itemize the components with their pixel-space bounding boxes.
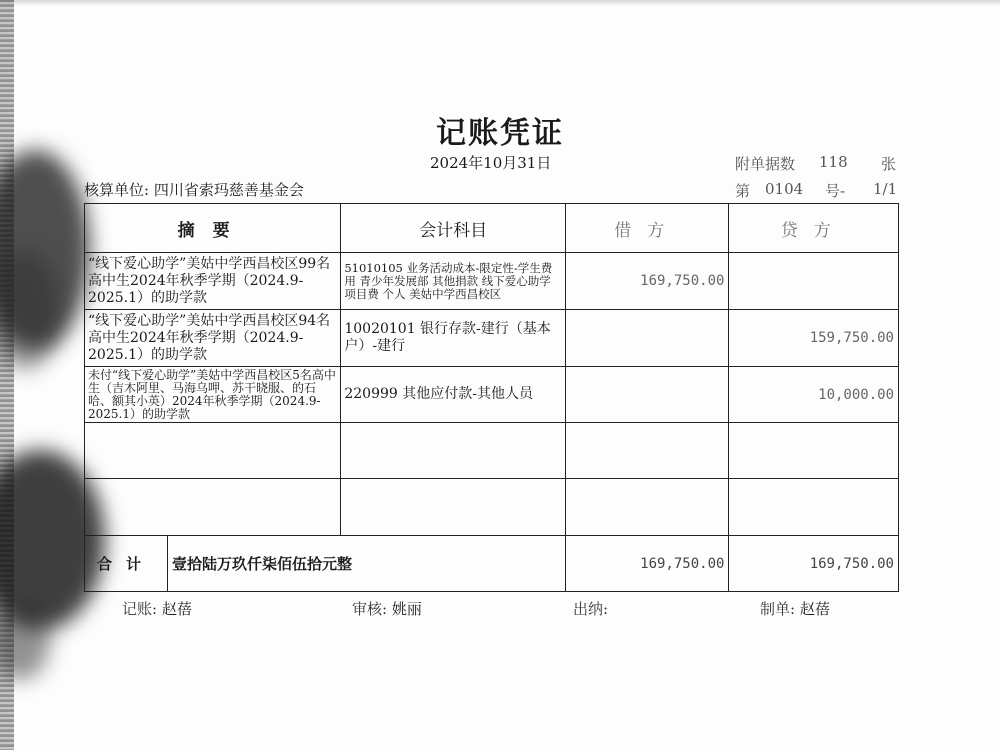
header-subject: 会计科目 <box>341 204 566 253</box>
voucher-table <box>84 203 899 592</box>
voucher-page: 1/1 <box>873 180 898 198</box>
table-row <box>85 310 899 367</box>
attachments-info <box>735 153 897 174</box>
empty-cell <box>341 423 566 479</box>
accounting-unit-label: 核算单位: <box>84 181 150 199</box>
voucher-number-suffix: 号- <box>825 182 846 200</box>
signature-reviewer <box>352 598 422 619</box>
row-subject: 51010105 业务活动成本-限定性-学生费用 青少年发展部 其他捐款 线下爱心助学 项目费 个人 美姑中学西昌校区 <box>341 253 566 310</box>
signature-preparer <box>760 598 830 619</box>
header-credit: 贷方 <box>729 204 899 253</box>
signature-cashier <box>573 598 608 619</box>
row-debit: 169,750.00 <box>566 253 729 310</box>
bookkeeper-name: 赵蓓 <box>161 600 192 618</box>
signature-bookkeeper <box>122 598 192 619</box>
accounting-unit-value: 四川省索玛慈善基金会 <box>153 181 304 199</box>
voucher-date: 2024年10月31日 <box>430 154 552 172</box>
reviewer-name: 姚丽 <box>391 600 422 618</box>
table-row <box>85 367 899 423</box>
bookkeeper-label: 记账: <box>122 600 158 618</box>
attachments-unit: 张 <box>881 155 897 173</box>
preparer-label: 制单: <box>760 600 796 618</box>
row-subject: 10020101 银行存款-建行（基本户）-建行 <box>341 310 566 367</box>
voucher-number <box>735 180 898 201</box>
reviewer-label: 审核: <box>352 600 388 618</box>
total-label: 合计 <box>85 536 168 591</box>
accounting-unit <box>84 179 304 200</box>
empty-cell <box>566 479 729 536</box>
row-summary: 未付“线下爱心助学”美姑中学西昌校区5名高中生（吉木阿里、马海乌呷、苏干晓服、的石哈、额其小英）2024年秋季学期（2024.9-2025.1）的助学款 <box>85 367 341 423</box>
total-cell <box>85 536 566 592</box>
voucher-number-value: 0104 <box>765 180 804 198</box>
attachments-label: 附单据数 <box>735 155 796 173</box>
preparer-name: 赵蓓 <box>799 600 830 618</box>
attachments-count: 118 <box>819 153 848 171</box>
total-amount-in-words: 壹拾陆万玖仟柒佰伍拾元整 <box>172 555 353 573</box>
table-row-empty <box>85 479 899 536</box>
row-credit: 10,000.00 <box>729 367 899 423</box>
empty-cell <box>729 479 899 536</box>
total-credit: 169,750.00 <box>729 536 899 592</box>
empty-cell <box>566 423 729 479</box>
total-debit: 169,750.00 <box>566 536 729 592</box>
scan-edge-top <box>0 0 1000 6</box>
row-credit <box>729 253 899 310</box>
empty-cell <box>729 423 899 479</box>
table-row-empty <box>85 423 899 479</box>
empty-cell <box>85 479 341 536</box>
row-credit: 159,750.00 <box>729 310 899 367</box>
empty-cell <box>85 423 341 479</box>
voucher-title: 记账凭证 <box>436 116 564 151</box>
cashier-label: 出纳: <box>573 600 609 618</box>
row-debit <box>566 310 729 367</box>
table-header-row <box>85 204 899 253</box>
empty-cell <box>341 479 566 536</box>
row-subject: 220999 其他应付款-其他人员 <box>341 367 566 423</box>
header-summary: 摘要 <box>85 204 341 253</box>
row-debit <box>566 367 729 423</box>
voucher-number-prefix: 第 <box>735 182 751 200</box>
row-summary: “线下爱心助学”美姑中学西昌校区94名高中生2024年秋季学期（2024.9-2025.1）的助学款 <box>85 310 341 367</box>
table-row <box>85 253 899 310</box>
header-debit: 借方 <box>566 204 729 253</box>
total-row <box>85 536 899 592</box>
row-summary: “线下爱心助学”美姑中学西昌校区99名高中生2024年秋季学期（2024.9-2025.1）的助学款 <box>85 253 341 310</box>
